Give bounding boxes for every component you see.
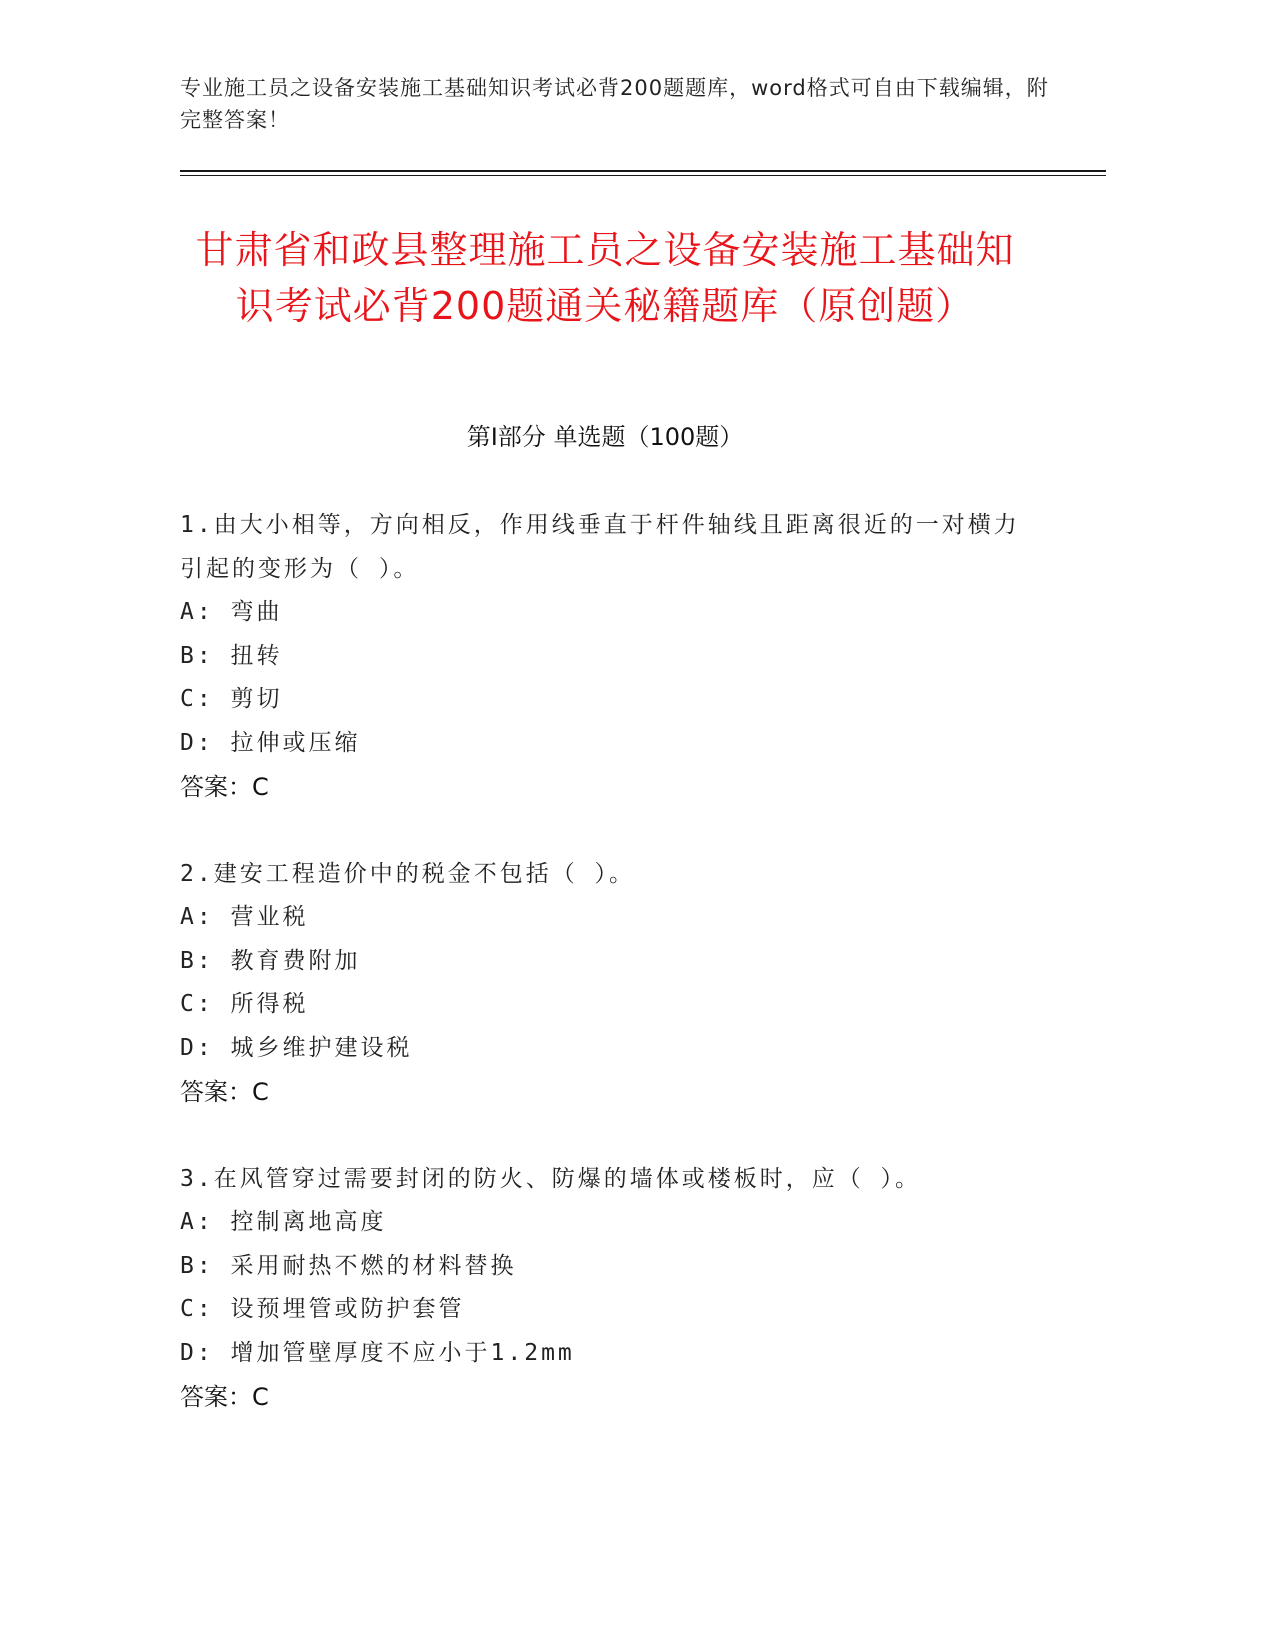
option-b: B: 教育费附加 [180,947,361,974]
question-stem: 3.在风管穿过需要封闭的防火、防爆的墙体或楼板时，应（ ）。 [180,1166,922,1192]
header-divider-thick [180,170,1106,172]
section-title: 第Ⅰ部分 单选题（100题） [466,423,744,451]
answer-line: 答案：C [180,1383,269,1411]
question-stem: 2.建安工程造价中的税金不包括（ ）。 [180,861,636,887]
option-d: D: 增加管壁厚度不应小于1.2mm [180,1339,575,1366]
answer-line: 答案：C [180,773,269,801]
option-b: B: 采用耐热不燃的材料替换 [180,1252,517,1279]
option-a: A: 控制离地高度 [180,1209,387,1235]
option-c: C: 设预埋管或防护套管 [180,1296,465,1322]
option-d: D: 拉伸或压缩 [180,729,361,756]
question-item [180,852,1040,1114]
header-note: 专业施工员之设备安装施工基础知识考试必背200题题库，word格式可自由下载编辑，附完整答案！ [180,76,1049,132]
header-divider-thin [180,175,1106,176]
answer-line: 答案：C [180,1078,269,1106]
option-c: C: 所得税 [180,991,309,1017]
question-item [180,1157,1040,1419]
option-d: D: 城乡维护建设税 [180,1034,413,1061]
option-b: B: 扭转 [180,642,283,669]
question-stem: 1.由大小相等，方向相反，作用线垂直于杆件轴线且距离很近的一对横力引起的变形为（ ）。 [180,512,1020,582]
document-title: 甘肃省和政县整理施工员之设备安装施工基础知识考试必背200题通关秘籍题库（原创题） [195,228,1015,328]
question-item [180,503,1040,809]
option-a: A: 营业税 [180,904,309,930]
option-c: C: 剪切 [180,686,283,712]
option-a: A: 弯曲 [180,599,283,625]
